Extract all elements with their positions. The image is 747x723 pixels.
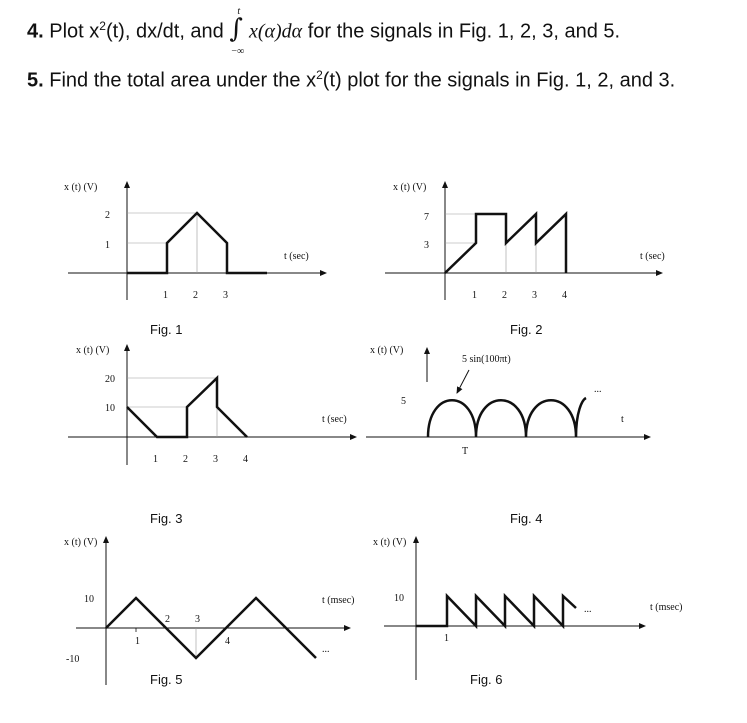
figure-caption: Fig. 3 xyxy=(150,511,183,526)
x-tick-label: T xyxy=(462,446,469,457)
x-tick-label: 2 xyxy=(502,290,507,301)
superscript: 2 xyxy=(99,19,106,33)
x-tick-label: 2 xyxy=(193,290,198,301)
x-tick-label: 4 xyxy=(562,290,567,301)
figure-5 xyxy=(64,537,355,687)
y-tick-label: -10 xyxy=(66,654,80,665)
annotation-arrow xyxy=(457,370,469,393)
x-tick-label: 3 xyxy=(213,454,218,465)
y-axis-label: x (t) (V) xyxy=(370,345,404,356)
question-text: (t) plot for the signals in Fig. 1, 2, and 3. xyxy=(322,69,676,92)
question-number: 4. xyxy=(27,20,44,43)
x-tick-label: 2 xyxy=(183,454,188,465)
x-tick-label: 1 xyxy=(135,636,140,647)
figure-caption: Fig. 2 xyxy=(510,322,543,337)
x-tick-label: 1 xyxy=(163,290,168,301)
x-tick-label: 2 xyxy=(165,614,170,625)
y-axis-label: x (t) (V) xyxy=(393,182,427,193)
y-tick-label: 20 xyxy=(105,374,115,385)
y-tick-label: 2 xyxy=(105,210,110,221)
y-axis-label: x (t) (V) xyxy=(64,537,98,548)
x-axis-label: t (msec) xyxy=(322,595,355,606)
figure-6 xyxy=(373,537,683,687)
figure-caption: Fig. 1 xyxy=(150,322,183,337)
y-tick-label: 1 xyxy=(105,240,110,251)
x-axis-label: t (sec) xyxy=(640,251,665,262)
x-tick-label: 1 xyxy=(153,454,158,465)
x-tick-label: 3 xyxy=(223,290,228,301)
continuation-ellipsis: ... xyxy=(322,644,330,655)
integral-lower-limit: −∞ xyxy=(231,46,245,58)
x-tick-label: 1 xyxy=(444,633,449,644)
x-tick-label: 4 xyxy=(225,636,230,647)
signal-waveform xyxy=(127,378,247,437)
x-tick-label: 3 xyxy=(195,614,200,625)
figure-1 xyxy=(64,182,326,337)
signal-waveform xyxy=(428,398,586,437)
y-tick-label: 5 xyxy=(401,396,406,407)
x-tick-label: 1 xyxy=(472,290,477,301)
y-tick-label: 10 xyxy=(84,594,94,605)
x-axis-label: t xyxy=(621,414,624,425)
y-tick-label: 10 xyxy=(105,403,115,414)
integral-upper-limit: t xyxy=(237,6,241,18)
x-axis-label: t (msec) xyxy=(650,602,683,613)
y-axis-label: x (t) (V) xyxy=(76,345,110,356)
question-text: (t), dx/dt, and xyxy=(105,20,224,43)
x-axis-label: t (sec) xyxy=(322,414,347,425)
figure-2 xyxy=(385,182,665,337)
question-text: for the signals in Fig. 1, 2, 3, and 5. xyxy=(307,20,621,43)
y-axis-label: x (t) (V) xyxy=(373,537,407,548)
integrand: x(α)dα xyxy=(248,20,303,43)
x-tick-label: 4 xyxy=(243,454,248,465)
y-tick-label: 3 xyxy=(424,240,429,251)
figure-4 xyxy=(366,345,650,526)
continuation-ellipsis: ... xyxy=(584,604,592,615)
question-number: 5. xyxy=(27,69,44,92)
question-text: Find the total area under the x xyxy=(49,69,317,92)
figure-caption: Fig. 5 xyxy=(150,672,183,687)
x-axis-label: t (sec) xyxy=(284,251,309,262)
y-axis-label: x (t) (V) xyxy=(64,182,98,193)
figure-caption: Fig. 6 xyxy=(470,672,503,687)
signal-waveform xyxy=(445,214,566,273)
signal-waveform xyxy=(416,596,576,626)
annotation-label: 5 sin(100πt) xyxy=(462,354,511,365)
x-tick-label: 3 xyxy=(532,290,537,301)
continuation-ellipsis: ... xyxy=(594,384,602,395)
figure-caption: Fig. 4 xyxy=(510,511,543,526)
figure-3 xyxy=(68,345,356,526)
integral-sign: ∫ t −∞ xyxy=(229,6,245,58)
y-tick-label: 10 xyxy=(394,593,404,604)
superscript: 2 xyxy=(316,68,323,82)
question-text: Plot x xyxy=(49,20,100,43)
y-tick-label: 7 xyxy=(424,212,429,223)
